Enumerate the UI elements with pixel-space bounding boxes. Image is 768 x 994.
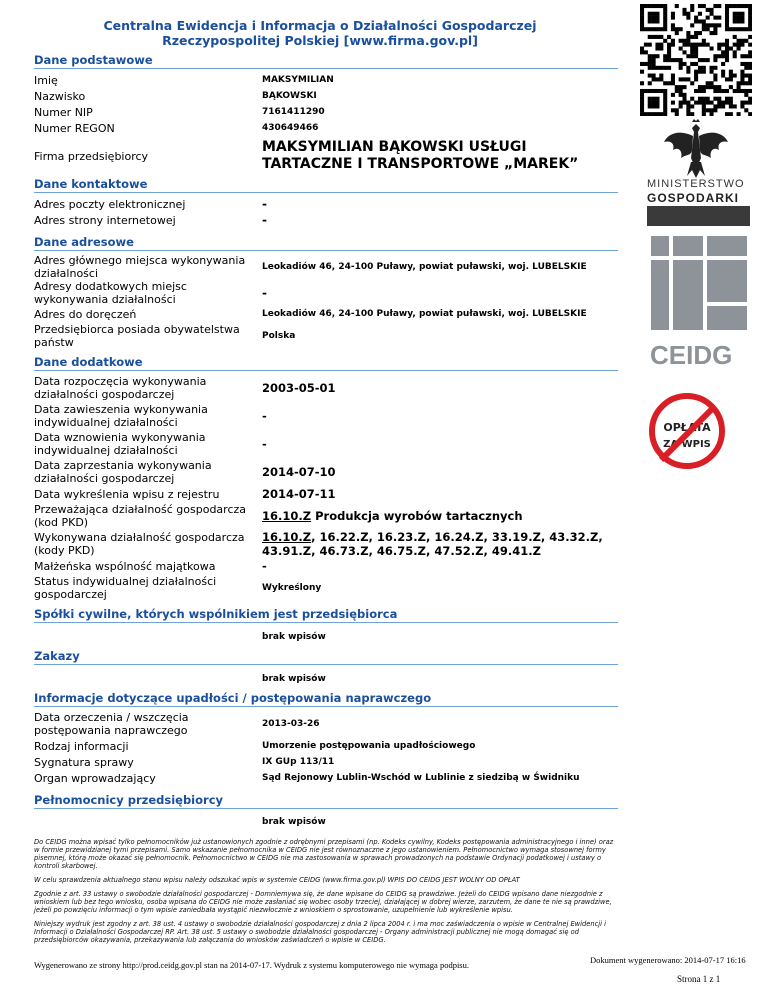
bans-empty: brak wpisów	[262, 674, 326, 684]
note-proxies: Do CEIDG można wpisać tylko pełnomocników już ustanowionych zgodnie z odrębnymi przepisami (np. Kodeks cywilny, Kodeks postępowania administracyjnego i inne) oraz w formie przewidzianej tymi przepisami. Samo wskazanie pełnomocnika w CEIDG nie jest równoznaczne z jego ustanowieniem. Pełnomocnictwo wymaga stosownej formy pisemnej, którą może okazać się pełnomocnik. Pełnomocnictwo w CEIDG nie ma zastosowania w sprawach prowadzonych na podstawie Ordynacji podatkowej i ustawy o kontroli skarbowej.	[34, 838, 614, 870]
value-nip: 7161411290	[262, 107, 325, 117]
value-case-number: IX GUp 113/11	[262, 757, 335, 767]
value-main-address: Leokadiów 46, 24-100 Puławy, powiat puławski, woj. LUBELSKIE	[262, 262, 587, 272]
value-regon: 430649466	[262, 123, 319, 133]
label-email: Adres poczty elektronicznej	[34, 197, 186, 211]
ministry-underline	[647, 206, 750, 226]
section-address: Dane adresowe	[34, 234, 618, 251]
pkd-description: Produkcja wyrobów tartacznych	[311, 509, 523, 523]
label-end-date: Data zaprzestania wykonywania działalności gospodarczej	[34, 459, 212, 485]
value-website: -	[262, 213, 267, 227]
label-company: Firma przedsiębiorcy	[34, 149, 149, 163]
ministry-name-2: GOSPODARKI	[647, 191, 740, 205]
value-delivery-address: Leokadiów 46, 24-100 Puławy, powiat puławski, woj. LUBELSKIE	[262, 309, 587, 319]
label-extra-address: Adresy dodatkowych miejsc wykonywania działalności	[34, 280, 187, 306]
pkd-code-link[interactable]: 16.10.Z	[262, 509, 312, 523]
value-main-pkd	[262, 509, 618, 523]
value-suspend-date: -	[262, 409, 267, 423]
value-email: -	[262, 197, 267, 211]
label-case-number: Sygnatura sprawy	[34, 755, 134, 769]
footer-generated: Wygenerowano ze strony http://prod.ceidg.gov.pl stan na 2014-07-17. Wydruk z systemu komputerowego nie wymaga podpisu.	[34, 960, 469, 970]
label-status: Status indywidualnej działalności gospodarczej	[34, 575, 217, 601]
document-header	[90, 18, 550, 48]
label-nip: Numer NIP	[34, 105, 93, 119]
value-resume-date: -	[262, 437, 267, 451]
value-start-date: 2003-05-01	[262, 381, 336, 395]
label-resume-date: Data wznowienia wykonywania indywidualnej działalności	[34, 431, 206, 457]
label-main-address: Adres głównego miejsca wykonywania działalności	[34, 254, 246, 280]
note-art-33: Zgodnie z art. 33 ustawy o swobodzie działalności gospodarczej - Domniemywa się, że dane wpisane do CEIDG są prawdziwe. Jeżeli do CEIDG wpisano dane niezgodnie z wnioskiem lub bez tego wniosku, osoba wpisana do CEIDG nie może zasłaniać się wobec osoby trzeciej, działającej w dobrej wierze, zarzutem, że dane te nie są prawdziwe, jeżeli po powzięciu informacji o tym wpisie zaniedbała wystąpić niezwłocznie z wnioskiem o sprostowanie, uzupełnienie lub wykreślenie wpisu.	[34, 890, 612, 914]
main-content	[34, 52, 618, 944]
stamp-text-1: OPŁATA	[663, 421, 711, 434]
value-removal-date: 2014-07-11	[262, 487, 336, 501]
value-status: Wykreślony	[262, 583, 322, 593]
note-check-status: W celu sprawdzenia aktualnego stanu wpisu należy odszukać wpis w systemie CEIDG (www.firma.gov.pl) WPIS DO CEIDG JEST WOLNY OD OPŁAT	[34, 876, 520, 884]
stamp-text-2: ZA WPIS	[663, 439, 711, 450]
section-partnerships: Spółki cywilne, których wspólnikiem jest przedsiębiorca	[34, 606, 618, 623]
proxies-empty: brak wpisów	[262, 817, 326, 827]
label-removal-date: Data wykreślenia wpisu z rejestru	[34, 487, 220, 501]
pkd-list-code-link[interactable]: 16.10.Z	[262, 530, 312, 544]
label-start-date: Data rozpoczęcia wykonywania działalności gospodarczej	[34, 375, 207, 401]
label-citizenship: Przedsiębiorca posiada obywatelstwa państw	[34, 323, 240, 349]
value-bankruptcy-date: 2013-03-26	[262, 719, 320, 729]
ministry-name-1: MINISTERSTWO	[647, 178, 745, 190]
label-pkd-list: Wykonywana działalność gospodarcza (kody PKD)	[34, 531, 245, 557]
ceidg-logo-icon	[645, 232, 757, 354]
label-surname: Nazwisko	[34, 89, 86, 103]
value-pkd-list	[262, 530, 618, 558]
value-end-date: 2014-07-10	[262, 465, 336, 479]
header-line-2: Rzeczypospolitej Polskiej [www.firma.gov.pl]	[162, 33, 478, 48]
page-number: Strona 1 z 1	[677, 974, 721, 984]
no-fee-stamp	[649, 393, 725, 469]
qr-code-icon	[640, 4, 752, 116]
value-citizenship: Polska	[262, 331, 296, 341]
label-marital: Małżeńska wspólność majątkowa	[34, 559, 216, 573]
value-extra-address: -	[262, 286, 267, 300]
ceidg-logo-text: CEIDG	[650, 340, 733, 370]
value-marital: -	[262, 559, 267, 573]
section-bans: Zakazy	[34, 648, 618, 665]
section-additional: Dane dodatkowe	[34, 354, 618, 371]
partnerships-empty: brak wpisów	[262, 632, 326, 642]
label-first-name: Imię	[34, 73, 58, 87]
section-bankruptcy: Informacje dotyczące upadłości / postępowania naprawczego	[34, 690, 618, 707]
eagle-emblem-icon	[661, 118, 731, 180]
section-basic: Dane podstawowe	[34, 52, 618, 69]
value-court: Sąd Rejonowy Lublin-Wschód w Lublinie z siedzibą w Świdniku	[262, 773, 580, 783]
value-surname: BĄKOWSKI	[262, 91, 317, 101]
label-court: Organ wprowadzający	[34, 771, 156, 785]
label-main-pkd: Przeważająca działalność gospodarcza (kod PKD)	[34, 503, 247, 529]
value-info-type: Umorzenie postępowania upadłościowego	[262, 741, 476, 751]
section-contact: Dane kontaktowe	[34, 176, 618, 193]
value-company: MAKSYMILIAN BĄKOWSKI USŁUGI TARTACZNE I TRANSPORTOWE „MAREK”	[262, 139, 579, 172]
label-bankruptcy-date: Data orzeczenia / wszczęcia postępowania naprawczego	[34, 711, 189, 737]
note-art-38: Niniejszy wydruk jest zgodny z art. 38 ust. 4 ustawy o swobodzie działalności gospodarczej z dnia 2 lipca 2004 r. i ma moc zaświadczenia o wpisie w Centralnej Ewidencji i Informacji o Działalności Gospodarczej RP. Art. 38 ust. 5 ustawy o swobodzie działalności gospodarczej - Organy administracji publicznej nie mogą domagać się od przedsiębiorców okazywania, przekazywania lub załączania do wniosków zaświadczeń o wpisie w CEIDG.	[34, 920, 606, 944]
footer-timestamp: Dokument wygenerowano: 2014-07-17 16:16	[590, 955, 746, 965]
label-regon: Numer REGON	[34, 121, 115, 135]
label-info-type: Rodzaj informacji	[34, 739, 129, 753]
header-line-1: Centralna Ewidencja i Informacja o Działalności Gospodarczej	[103, 18, 537, 33]
label-suspend-date: Data zawieszenia wykonywania indywidualnej działalności	[34, 403, 208, 429]
value-first-name: MAKSYMILIAN	[262, 75, 334, 85]
label-website: Adres strony internetowej	[34, 213, 176, 227]
pkd-list-rest: , 16.22.Z, 16.23.Z, 16.24.Z, 33.19.Z, 43.32.Z, 43.91.Z, 46.73.Z, 46.75.Z, 47.52.Z, 49.41.Z	[262, 530, 603, 558]
section-proxies: Pełnomocnicy przedsiębiorcy	[34, 792, 618, 809]
label-delivery-address: Adres do doręczeń	[34, 307, 137, 321]
